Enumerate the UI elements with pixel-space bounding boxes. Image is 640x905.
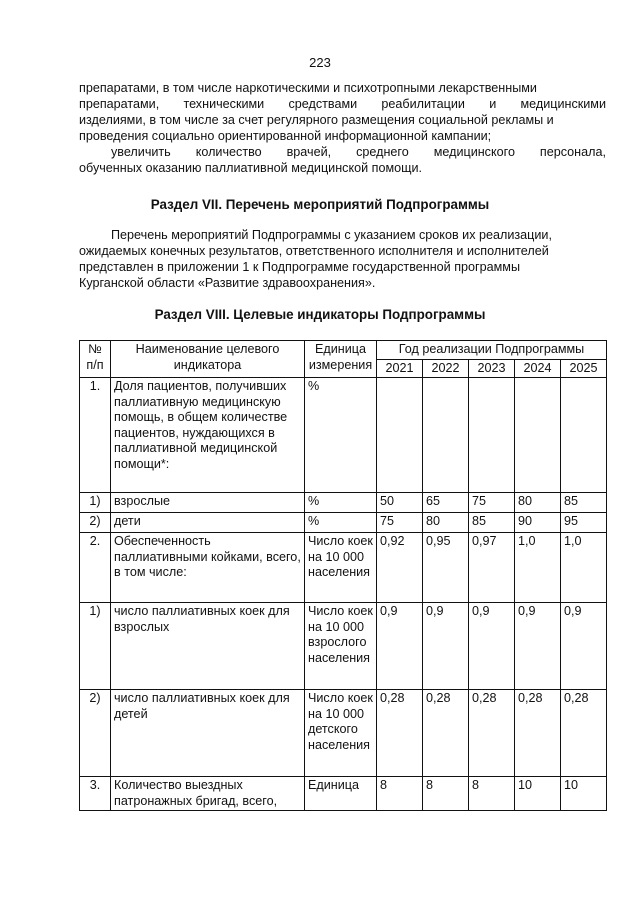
- row-num: 1.: [80, 378, 111, 493]
- table-row: [80, 493, 607, 513]
- row-name: число паллиативных коек для взрослых: [111, 603, 305, 690]
- section7-line: Перечень мероприятий Подпрограммы с указанием сроков их реализации,: [111, 228, 552, 242]
- header-year: 2024: [515, 359, 561, 378]
- row-value: 0,28: [469, 690, 515, 777]
- row-value: 75: [377, 513, 423, 533]
- header-year: 2023: [469, 359, 515, 378]
- section8-title: Раздел VIII. Целевые индикаторы Подпрограммы: [154, 307, 486, 322]
- row-value: 85: [469, 513, 515, 533]
- row-num: 1): [80, 603, 111, 690]
- header-year: 2021: [377, 359, 423, 378]
- section7-line: ожидаемых конечных результатов, ответственного исполнителя и исполнителей: [79, 244, 549, 258]
- row-unit: Число коек на 10 000 детского населения: [305, 690, 377, 777]
- row-value: 0,28: [561, 690, 607, 777]
- table-row: [80, 690, 607, 777]
- row-num: 2): [80, 513, 111, 533]
- row-num: 3.: [80, 777, 111, 811]
- indicators-table: [79, 340, 607, 811]
- row-value: [515, 378, 561, 493]
- row-value: 0,95: [423, 533, 469, 603]
- row-num: 2.: [80, 533, 111, 603]
- row-value: 0,9: [515, 603, 561, 690]
- row-value: 50: [377, 493, 423, 513]
- row-value: 0,28: [377, 690, 423, 777]
- row-value: [423, 378, 469, 493]
- row-name: Обеспеченность паллиативными койками, всего, в том числе:: [111, 533, 305, 603]
- row-num: 2): [80, 690, 111, 777]
- row-name: дети: [111, 513, 305, 533]
- row-value: 0,28: [515, 690, 561, 777]
- row-value: 0,92: [377, 533, 423, 603]
- row-value: 10: [515, 777, 561, 811]
- section7-line: Курганской области «Развитие здравоохранения».: [79, 276, 376, 290]
- row-value: 0,9: [377, 603, 423, 690]
- row-value: 95: [561, 513, 607, 533]
- row-unit: Число коек на 10 000 населения: [305, 533, 377, 603]
- table-row: [80, 378, 607, 493]
- row-unit: %: [305, 493, 377, 513]
- row-value: 80: [515, 493, 561, 513]
- row-unit: Единица: [305, 777, 377, 811]
- row-value: [469, 378, 515, 493]
- row-value: 80: [423, 513, 469, 533]
- intro-paragraph: [79, 80, 606, 176]
- section7-line: представлен в приложении 1 к Подпрограмме государственной программы: [79, 260, 520, 274]
- header-num: № п/п: [80, 341, 111, 378]
- row-name: Количество выездных патронажных бригад, всего,: [111, 777, 305, 811]
- intro-line: препаратами, в том числе наркотическими и психотропными лекарственными: [79, 81, 537, 95]
- header-years-group: Год реализации Подпрограммы: [377, 341, 607, 360]
- row-value: 1,0: [561, 533, 607, 603]
- header-unit: Единица измерения: [305, 341, 377, 378]
- row-value: 90: [515, 513, 561, 533]
- row-value: 8: [469, 777, 515, 811]
- row-value: 0,97: [469, 533, 515, 603]
- row-value: 0,28: [423, 690, 469, 777]
- row-value: 65: [423, 493, 469, 513]
- row-value: 8: [377, 777, 423, 811]
- row-name: число паллиативных коек для детей: [111, 690, 305, 777]
- row-value: 75: [469, 493, 515, 513]
- table-row: [80, 603, 607, 690]
- header-year: 2022: [423, 359, 469, 378]
- row-value: 1,0: [515, 533, 561, 603]
- row-unit: %: [305, 513, 377, 533]
- intro-line: проведения социально ориентированной информационной кампании;: [79, 129, 492, 143]
- row-unit: Число коек на 10 000 взрослого населения: [305, 603, 377, 690]
- row-num: 1): [80, 493, 111, 513]
- header-year: 2025: [561, 359, 607, 378]
- row-value: 85: [561, 493, 607, 513]
- row-unit: %: [305, 378, 377, 493]
- intro-line: препаратами, техническими средствами реабилитации и медицинскими: [79, 97, 606, 111]
- table-row: [80, 777, 607, 811]
- intro-line: увеличить количество врачей, среднего медицинского персонала,: [111, 145, 606, 159]
- row-value: 10: [561, 777, 607, 811]
- section7-paragraph: [79, 227, 606, 291]
- table-row: [80, 513, 607, 533]
- row-value: [561, 378, 607, 493]
- table-row: [80, 533, 607, 603]
- row-value: 8: [423, 777, 469, 811]
- intro-line: изделиями, в том числе за счет регулярного размещения социальной рекламы и: [79, 113, 554, 127]
- header-name: Наименование целевого индикатора: [111, 341, 305, 378]
- row-name: Доля пациентов, получивших паллиативную медицинскую помощь, в общем количестве пациентов, нуждающихся в паллиативной медицинской помощи*:: [111, 378, 305, 493]
- section7-title: Раздел VII. Перечень мероприятий Подпрограммы: [150, 197, 490, 212]
- row-value: 0,9: [561, 603, 607, 690]
- row-name: взрослые: [111, 493, 305, 513]
- intro-line: обученных оказанию паллиативной медицинской помощи.: [79, 161, 423, 175]
- row-value: 0,9: [469, 603, 515, 690]
- row-value: 0,9: [423, 603, 469, 690]
- row-value: [377, 378, 423, 493]
- page-number: 223: [309, 55, 331, 70]
